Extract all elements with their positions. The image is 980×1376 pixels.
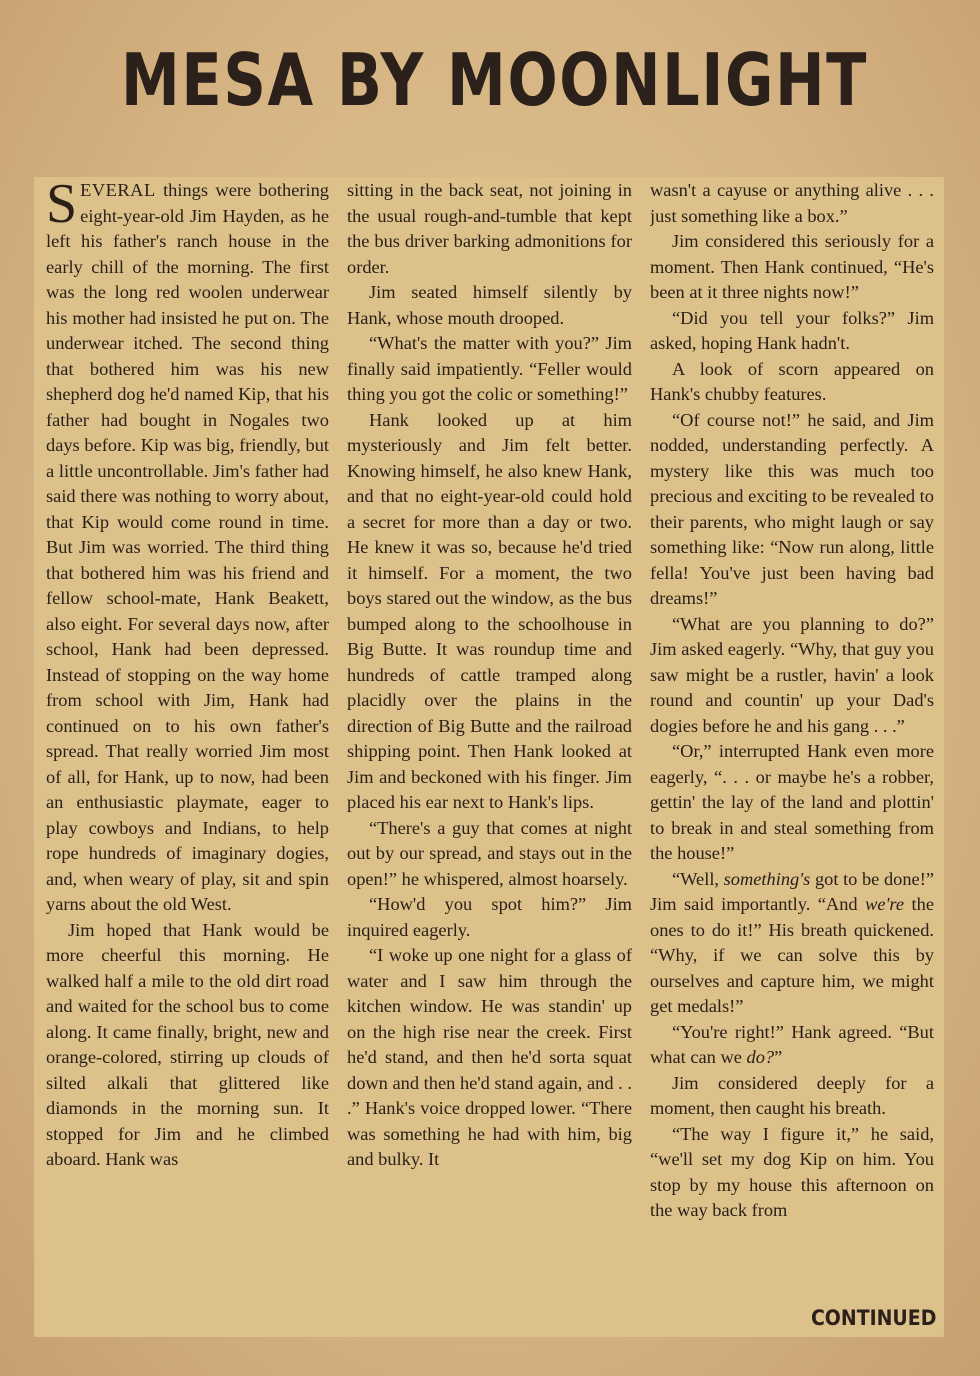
text-run: “You're right!” Hank agreed. “But what can we <box>650 1021 934 1067</box>
continued-label: CONTINUED <box>810 1306 936 1330</box>
emphasis: we're <box>865 894 905 914</box>
paragraph <box>46 178 329 918</box>
paragraph: “What are you planning to do?” Jim asked eagerly. “Why, that guy you saw might be a rustler, havin' a look round and countin' up your Dad's dogies before he and his gang . . .” <box>650 613 934 736</box>
paragraph: wasn't a cayuse or anything alive . . . just something like a box.” <box>650 180 934 226</box>
text-run: the ones to do it!” His breath quickened. “Why, if we can solve this by ourselves and capture him, we might get medals!” <box>650 894 934 1016</box>
text-run: ” <box>774 1047 783 1067</box>
paragraph <box>650 1020 934 1071</box>
story-title: MESA BY MOONLIGHT <box>121 38 869 122</box>
paragraph: Jim hoped that Hank would be more cheerful this morning. He walked half a mile to the old dirt road and waited for the school bus to come along. It came finally, bright, new and orange-colored, stirring up clouds of silted alkali that glittered like diamonds in the morning sun. It stopped for Jim and he climbed aboard. Hank was <box>46 919 329 1169</box>
text-run: got to be done!” Jim said importantly. “And <box>650 868 934 914</box>
paragraph: “How'd you spot him?” Jim inquired eagerly. <box>347 894 632 940</box>
paragraph: “The way I figure it,” he said, “we'll set my dog Kip on him. You stop by my house this afternoon on the way back from <box>650 1123 934 1220</box>
paragraph: “What's the matter with you?” Jim finally said impatiently. “Feller would thing you got the colic or something!” <box>347 333 632 404</box>
paragraph: Jim considered deeply for a moment, then caught his breath. <box>650 1072 934 1118</box>
lead-word: EVERAL <box>80 180 156 200</box>
emphasis: something's <box>723 868 811 889</box>
paragraph: “Or,” interrupted Hank even more eagerly, “. . . or maybe he's a robber, gettin' the lay of the land and plottin' to break in and steal something from the house!” <box>650 741 934 863</box>
drop-cap: S <box>46 178 78 235</box>
paragraph: Jim seated himself silently by Hank, whose mouth drooped. <box>347 282 632 328</box>
paragraph: “Of course not!” he said, and Jim nodded, understanding perfectly. A mystery like this was much too precious and exciting to be revealed to their parents, who might laugh or say something like: “Now run along, little fella! You've just been having bad dreams!” <box>650 409 934 608</box>
column-1 <box>46 178 329 1318</box>
text-run: “Well, <box>672 868 724 889</box>
column-2 <box>347 178 632 1318</box>
paragraph: “Did you tell your folks?” Jim asked, hoping Hank hadn't. <box>650 307 934 353</box>
paragraph: sitting in the back seat, not joining in the usual rough-and-tumble that kept the bus driver barking admonitions for order. <box>347 180 632 277</box>
paragraph: Hank looked up at him mysteriously and Jim felt better. Knowing himself, he also knew Hank, and that no eight-year-old could hold a secret for more than a day or two. He knew it was so, because he'd tried it himself. For a moment, the two boys stared out the window, as the bus bumped along to the schoolhouse in Big Butte. It was roundup time and hundreds of cattle tramped along placidly over the plains in the direction of Big Butte and the railroad shipping point. Then Hank looked at Jim and beckoned with his finger. Jim placed his ear next to Hank's lips. <box>347 409 632 812</box>
column-3 <box>650 178 934 1318</box>
emphasis: do? <box>746 1047 775 1067</box>
paragraph: “There's a guy that comes at night out by our spread, and stays out in the open!” he whispered, almost hoarsely. <box>347 817 632 889</box>
paragraph: Jim considered this seriously for a moment. Then Hank continued, “He's been at it three nights now!” <box>650 231 934 302</box>
paragraph: “I woke up one night for a glass of water and I saw him through the kitchen window. He was standin' up on the high rise near the creek. First he'd stand, and then he'd sorta squat down and then he'd stand again, and . . .” Hank's voice dropped lower. “There was something he had with him, big and bulky. It <box>347 945 632 1169</box>
paragraph-text: things were bothering eight-year-old Jim Hayden, as he left his father's ranch house in the early chill of the morning. The first was the long red woolen underwear his mother had insisted he put on. The underwear itched. The second thing that bothered him was his new shepherd dog he'd named Kip, that his father had bought in Nogales two days before. Kip was big, friendly, but a little uncontrollable. Jim's father had said there was nothing to worry about, that Kip would come round in time. But Jim was worried. The third thing that bothered him was his friend and fellow school-mate, Hank Beakett, also eight. For several days now, after school, Hank had been depressed. Instead of stopping on the way home from school with Jim, Hank had continued on to his own father's spread. That really worried Jim most of all, for Hank, up to now, had been an enthusiastic playmate, eager to play cowboys and Indians, to help rope hundreds of imaginary dogies, and, when weary of play, sit and spin yarns about the old West. <box>46 180 329 914</box>
paragraph: A look of scorn appeared on Hank's chubby features. <box>650 358 934 404</box>
paragraph <box>650 867 934 1020</box>
